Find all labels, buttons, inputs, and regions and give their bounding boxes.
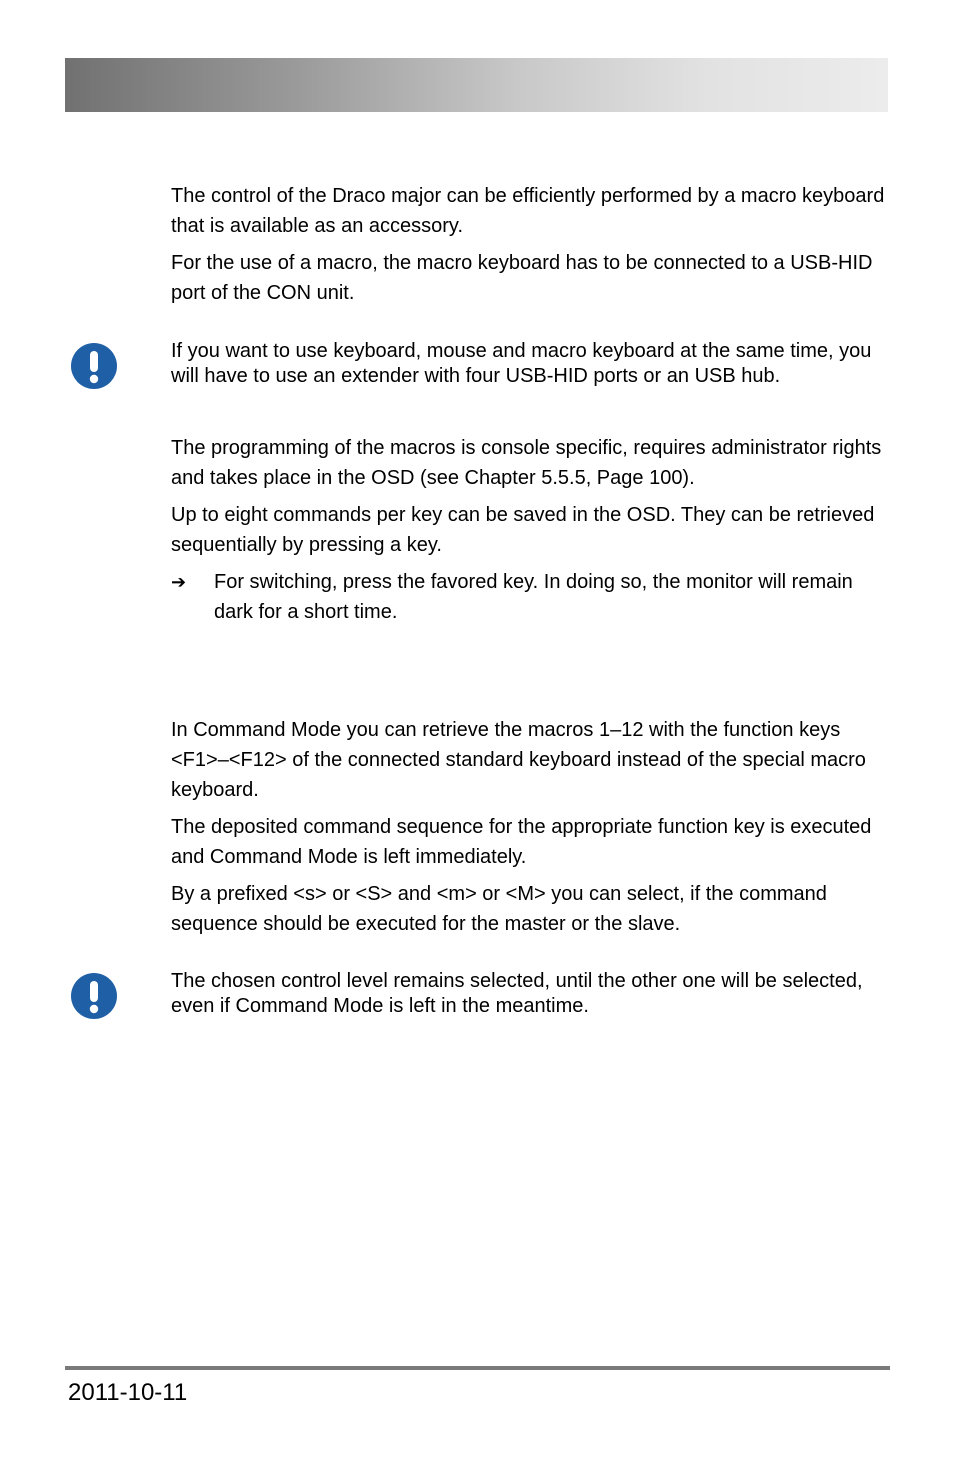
footer-date: 2011-10-11	[68, 1379, 188, 1406]
footer-rule	[65, 1366, 890, 1370]
note-usb-hid-ports: If you want to use keyboard, mouse and macro keyboard at the same time, you will have to use an extender with four USB-HID ports or an USB hub.	[171, 340, 872, 387]
paragraph-master-slave-prefix: By a prefixed <s> or <S> and <m> or <M> you can select, if the command sequence should be executed for the master or the slave.	[171, 883, 827, 935]
paragraph-macro-programming: The programming of the macros is console specific, requires administrator rights and takes place in the OSD (see Chapter 5.5.5, Page 100).	[171, 437, 882, 489]
paragraph-macro-keyboard-connection: For the use of a macro, the macro keyboard has to be connected to a USB-HID port of the CON unit.	[171, 252, 873, 304]
step-switching: For switching, press the favored key. In doing so, the monitor will remain dark for a short time.	[214, 571, 853, 623]
arrow-right-icon: ➔	[171, 572, 187, 592]
header-bar	[65, 58, 888, 112]
paragraph-command-mode-macros: In Command Mode you can retrieve the macros 1–12 with the function keys <F1>–<F12> of the connected standard keyboard instead of the special macro keyboard.	[171, 719, 866, 801]
paragraph-command-sequence: The deposited command sequence for the appropriate function key is executed and Command Mode is left immediately.	[171, 816, 872, 868]
paragraph-commands-per-key: Up to eight commands per key can be saved in the OSD. They can be retrieved sequentially by pressing a key.	[171, 504, 875, 556]
exclamation-circle-icon	[70, 972, 118, 1020]
exclamation-circle-icon	[70, 342, 118, 390]
note-control-level: The chosen control level remains selected, until the other one will be selected, even if Command Mode is left in the meantime.	[171, 970, 863, 1017]
paragraph-macro-keyboard-intro: The control of the Draco major can be efficiently performed by a macro keyboard that is available as an accessory.	[171, 185, 885, 237]
